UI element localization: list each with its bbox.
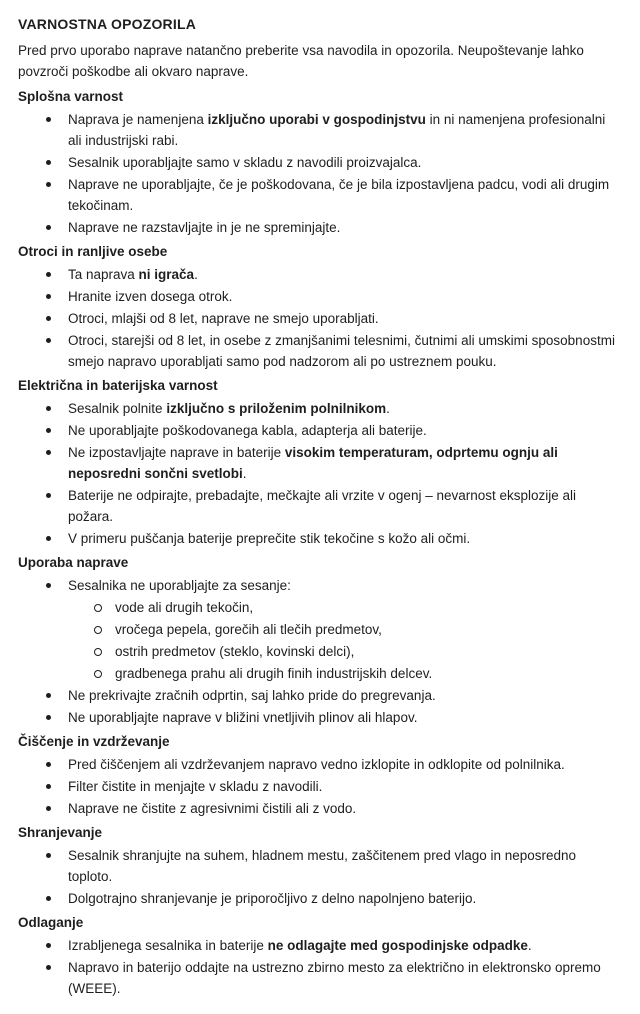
section-heading: Odlaganje	[18, 915, 84, 930]
bullet-list	[18, 109, 620, 238]
list-item: Izrabljenega sesalnika in baterije ne odlagajte med gospodinjske odpadke.	[68, 935, 620, 956]
section-heading: Čiščenje in vzdrževanje	[18, 734, 170, 749]
bullet-list	[18, 398, 620, 549]
document-title: VARNOSTNA OPOZORILA	[18, 16, 197, 32]
section-cleaning-maintenance	[18, 731, 620, 819]
list-item: Ne uporabljajte naprave v bližini vnetljivih plinov ali hlapov.	[68, 707, 620, 728]
section-children-vulnerable	[18, 241, 620, 372]
bullet-list	[18, 845, 620, 909]
bullet-list	[18, 264, 620, 372]
list-item: Otroci, starejši od 8 let, in osebe z zmanjšanimi telesnimi, čutnimi ali umskimi sposobnostmi smejo napravo uporabljati samo pod nadzorom ali po ustreznem pouku.	[68, 330, 620, 372]
bullet-list	[18, 935, 620, 999]
sub-list-item: vode ali drugih tekočin,	[115, 597, 620, 618]
section-storage	[18, 822, 620, 909]
sub-list-item: gradbenega prahu ali drugih finih industrijskih delcev.	[115, 663, 620, 684]
list-item: Naprave ne uporabljajte, če je poškodovana, če je bila izpostavljena padcu, vodi ali drugim tekočinam.	[68, 174, 620, 216]
list-item: Otroci, mlajši od 8 let, naprave ne smejo uporabljati.	[68, 308, 620, 329]
list-item: Ta naprava ni igrača.	[68, 264, 620, 285]
section-device-usage	[18, 552, 620, 728]
section-disposal	[18, 912, 620, 999]
section-heading: Splošna varnost	[18, 89, 124, 104]
bullet-list	[18, 754, 620, 819]
list-item: V primeru puščanja baterije preprečite stik tekočine s kožo ali očmi.	[68, 528, 620, 549]
bullet-list	[18, 575, 620, 728]
section-heading: Uporaba naprave	[18, 555, 129, 570]
list-item: Ne izpostavljajte naprave in baterije visokim temperaturam, odprtemu ognju ali neposredni sončni svetlobi.	[68, 442, 620, 484]
list-item: Sesalnik polnite izključno s priloženim polnilnikom.	[68, 398, 620, 419]
section-electrical-battery	[18, 375, 620, 549]
intro-paragraph: Pred prvo uporabo naprave natančno preberite vsa navodila in opozorila. Neupoštevanje lahko povzroči poškodbe ali okvaro naprave.	[18, 43, 584, 79]
section-general-safety	[18, 86, 620, 238]
list-item: Ne prekrivajte zračnih odprtin, saj lahko pride do pregrevanja.	[68, 685, 620, 706]
list-item: Napravo in baterijo oddajte na ustrezno zbirno mesto za električno in elektronsko opremo (WEEE).	[68, 957, 620, 999]
section-heading: Otroci in ranljive osebe	[18, 244, 168, 259]
list-item-text: Sesalnika ne uporabljajte za sesanje:	[68, 578, 291, 593]
sub-bullet-list	[68, 597, 620, 684]
section-heading: Električna in baterijska varnost	[18, 378, 218, 393]
list-item: Sesalnik uporabljajte samo v skladu z navodili proizvajalca.	[68, 152, 620, 173]
list-item: Sesalnik shranjujte na suhem, hladnem mestu, zaščitenem pred vlago in neposredno toploto.	[68, 845, 620, 887]
list-item: Pred čiščenjem ali vzdrževanjem napravo vedno izklopite in odklopite od polnilnika.	[68, 754, 620, 775]
list-item: Filter čistite in menjajte v skladu z navodili.	[68, 776, 620, 797]
list-item: Baterije ne odpirajte, prebadajte, mečkajte ali vrzite v ogenj – nevarnost eksplozije ali požara.	[68, 485, 620, 527]
list-item: Hranite izven dosega otrok.	[68, 286, 620, 307]
section-heading: Shranjevanje	[18, 825, 103, 840]
list-item: Naprave ne čistite z agresivnimi čistili ali z vodo.	[68, 798, 620, 819]
list-item: Naprave ne razstavljajte in je ne spreminjajte.	[68, 217, 620, 238]
list-item	[68, 575, 620, 684]
list-item: Naprava je namenjena izključno uporabi v gospodinjstvu in ni namenjena profesionalni ali industrijski rabi.	[68, 109, 620, 151]
list-item: Dolgotrajno shranjevanje je priporočljivo z delno napolnjeno baterijo.	[68, 888, 620, 909]
sub-list-item: vročega pepela, gorečih ali tlečih predmetov,	[115, 619, 620, 640]
list-item: Ne uporabljajte poškodovanega kabla, adapterja ali baterije.	[68, 420, 620, 441]
sub-list-item: ostrih predmetov (steklo, kovinski delci),	[115, 641, 620, 662]
